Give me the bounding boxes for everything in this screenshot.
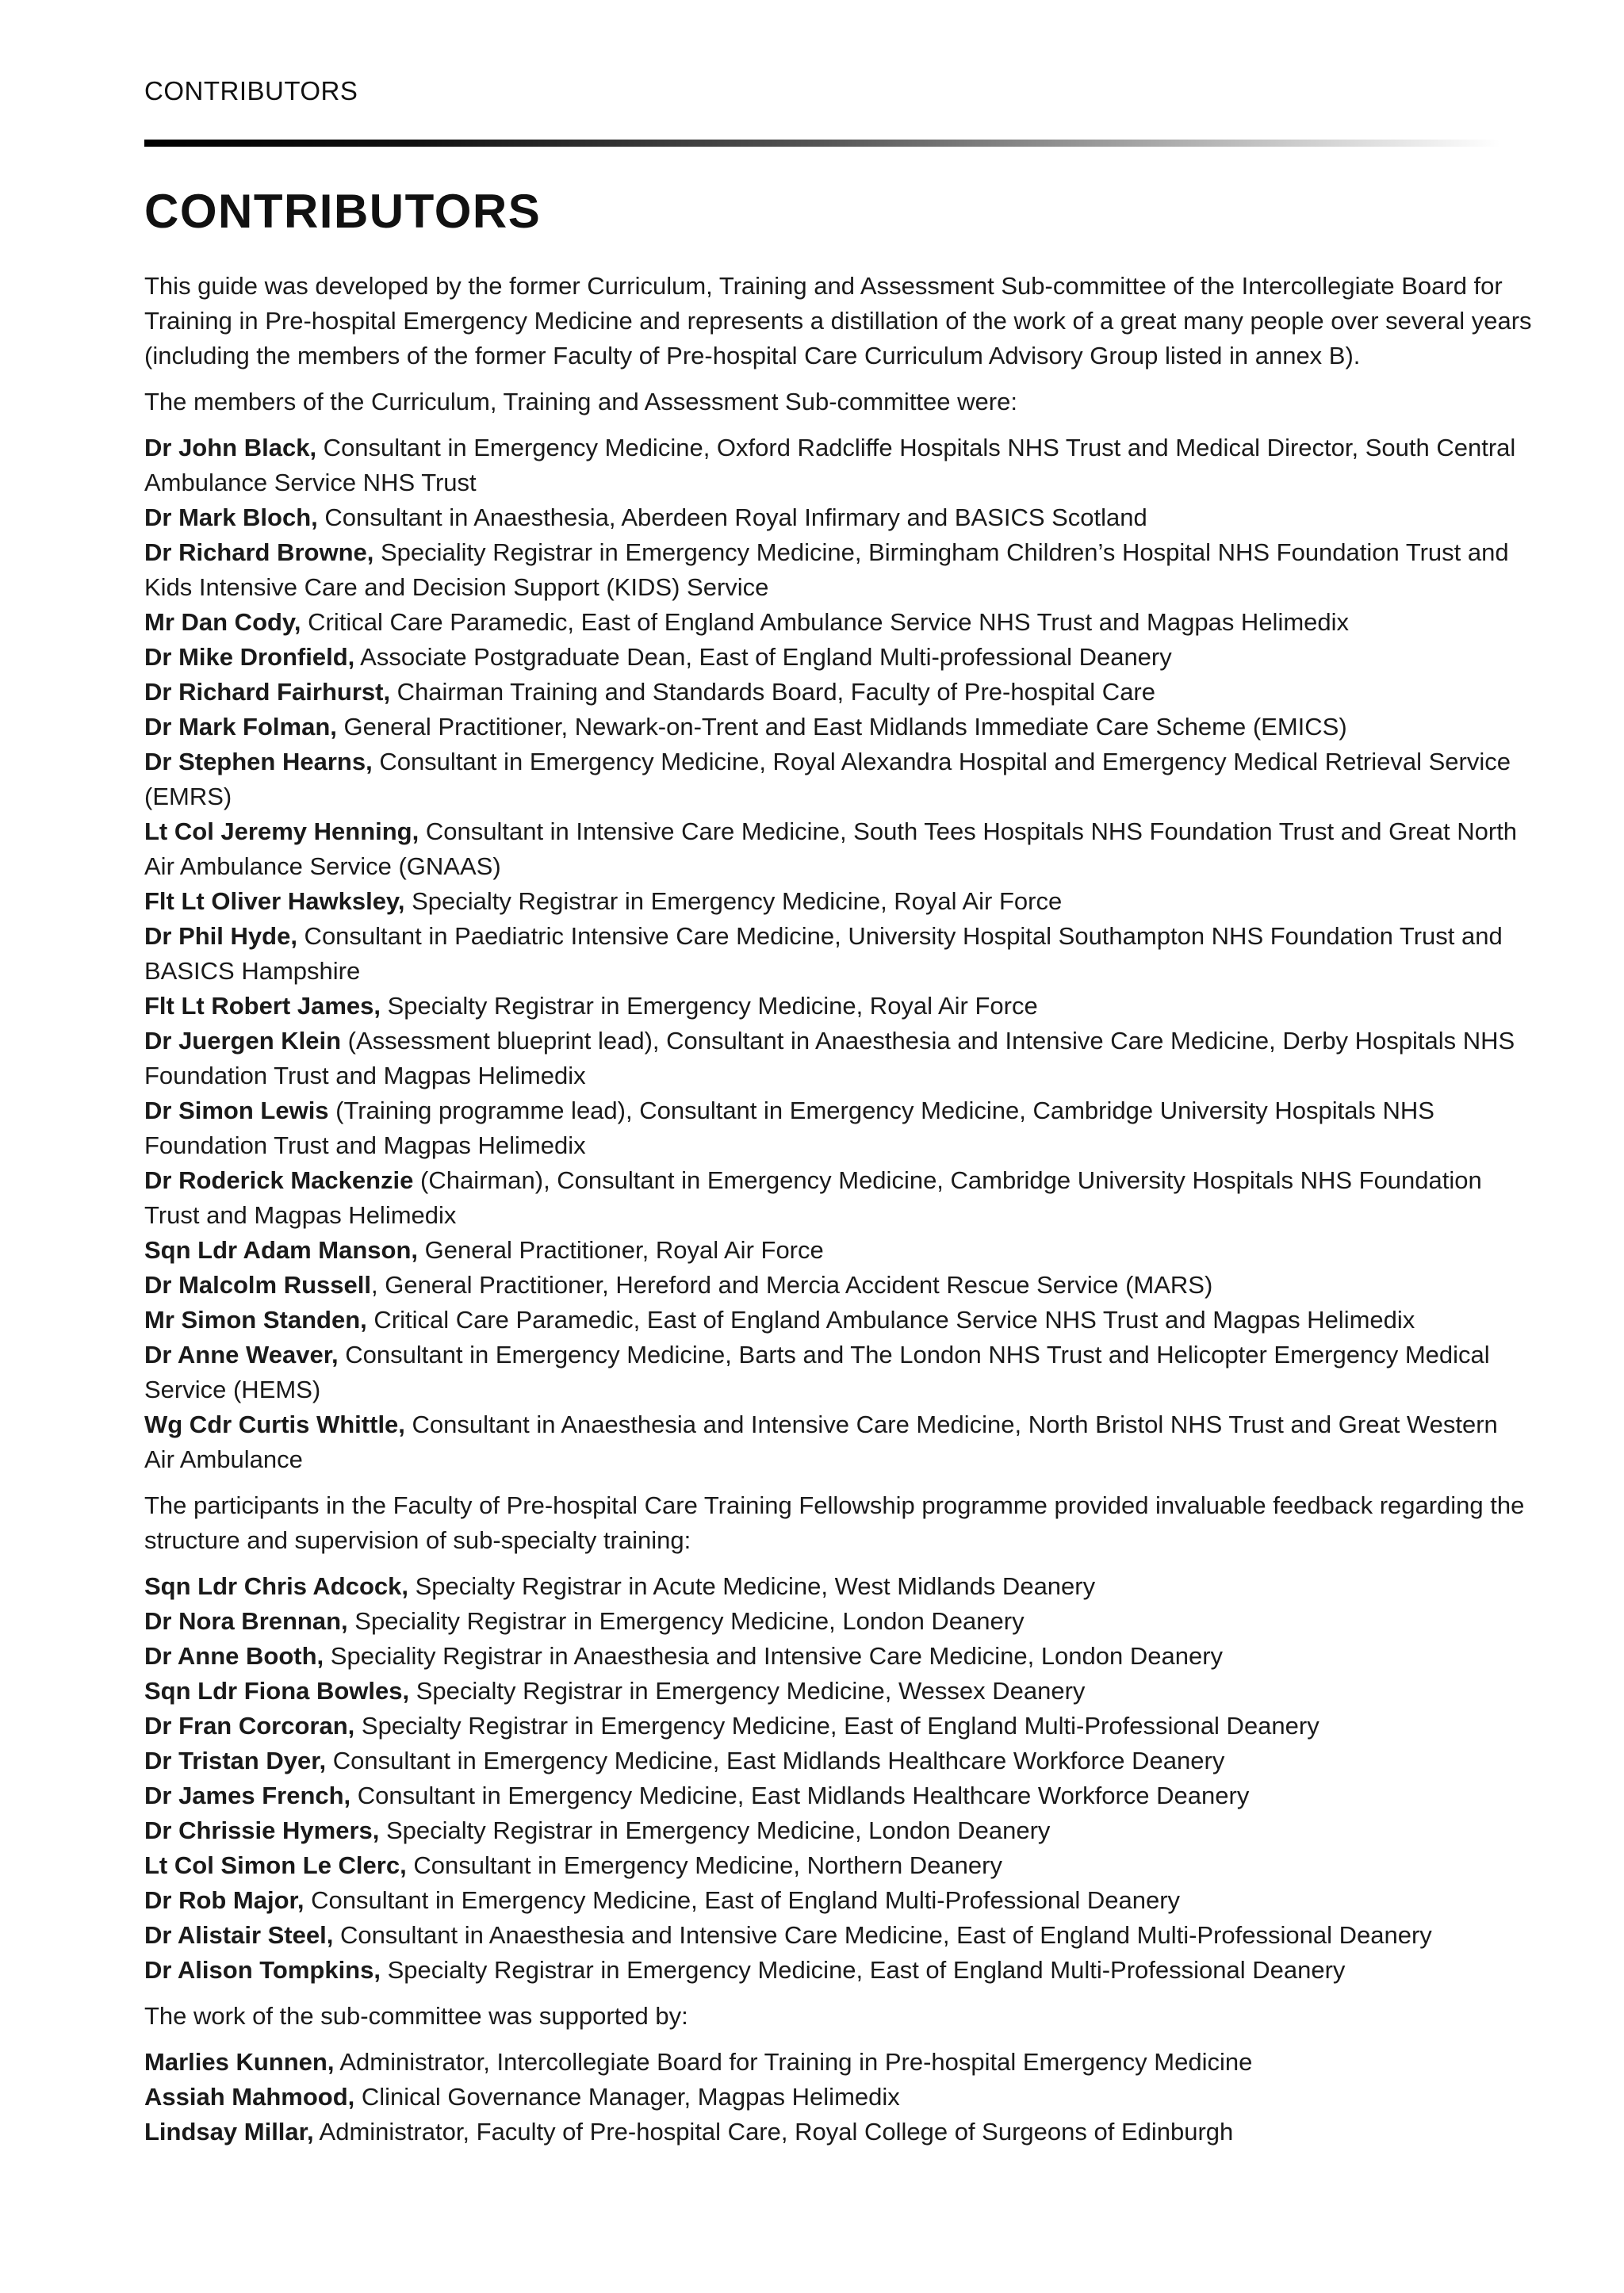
contributor-name: Dr John Black, (144, 434, 317, 461)
contributor-role: (Chairman), Consultant in Emergency Medicine, Cambridge University Hospitals NHS Foundation Trust and Magpas Helimedix (144, 1166, 1482, 1229)
contributor-entry (144, 1268, 1532, 1303)
contributor-role: Consultant in Anaesthesia and Intensive Care Medicine, North Bristol NHS Trust and Great Western Air Ambulance (144, 1411, 1498, 1473)
contributor-role: Clinical Governance Manager, Magpas Helimedix (354, 2083, 900, 2111)
contributor-entry (144, 1024, 1532, 1093)
contributor-role: Consultant in Paediatric Intensive Care Medicine, University Hospital Southampton NHS Foundation Trust and BASICS Hampshire (144, 922, 1503, 985)
contributor-name: Dr Alison Tompkins, (144, 1956, 381, 1984)
contributor-entry (144, 1569, 1532, 1604)
contributor-role: Speciality Registrar in Emergency Medicine, London Deanery (347, 1607, 1025, 1635)
contributor-name: Wg Cdr Curtis Whittle, (144, 1411, 405, 1438)
contributor-name: Dr Fran Corcoran, (144, 1712, 355, 1740)
contributor-name: Dr James French, (144, 1782, 351, 1809)
contributor-name: Sqn Ldr Fiona Bowles, (144, 1677, 410, 1705)
contributor-role: Specialty Registrar in Emergency Medicine, Royal Air Force (381, 992, 1038, 1020)
fellowship-list (144, 1569, 1532, 1988)
contributor-name: Lt Col Jeremy Henning, (144, 817, 419, 845)
contributor-name: Dr Richard Fairhurst, (144, 678, 391, 706)
contributor-role: Speciality Registrar in Anaesthesia and Intensive Care Medicine, London Deanery (324, 1642, 1224, 1670)
contributor-entry (144, 884, 1532, 919)
contributor-entry (144, 710, 1532, 745)
contributor-entry (144, 1918, 1532, 1953)
contributor-name: Flt Lt Robert James, (144, 992, 381, 1020)
contributor-role: Chairman Training and Standards Board, Faculty of Pre-hospital Care (390, 678, 1155, 706)
contributor-role: Consultant in Intensive Care Medicine, South Tees Hospitals NHS Foundation Trust and Great North Air Ambulance Service (GNAAS) (144, 817, 1518, 880)
contributor-entry (144, 500, 1532, 535)
contributor-role: Consultant in Emergency Medicine, East Midlands Healthcare Workforce Deanery (350, 1782, 1250, 1809)
contributor-name: Sqn Ldr Chris Adcock, (144, 1572, 409, 1600)
contributor-entry (144, 605, 1532, 640)
contributor-name: Assiah Mahmood, (144, 2083, 355, 2111)
support-heading: The work of the sub-committee was supported by: (144, 2002, 688, 2030)
contributor-role: , General Practitioner, Hereford and Mercia Accident Rescue Service (MARS) (370, 1271, 1213, 1299)
contributor-name: Mr Simon Standen, (144, 1306, 367, 1334)
intro-paragraph: This guide was developed by the former Curriculum, Training and Assessment Sub-committee of the Intercollegiate Board for Training in Pre-hospital Emergency Medicine and represents a distillation of the work of a great many people over several years (including the members of the former Faculty of Pre-hospital Care Curriculum Advisory Group listed in annex B). (144, 272, 1532, 369)
contributor-name: Dr Juergen Klein (144, 1027, 342, 1055)
contributor-entry (144, 1744, 1532, 1778)
contributor-role: Consultant in Emergency Medicine, Barts and The London NHS Trust and Helicopter Emergency Medical Service (HEMS) (144, 1341, 1490, 1403)
contributor-name: Marlies Kunnen, (144, 2048, 335, 2076)
contributor-role: Consultant in Anaesthesia and Intensive Care Medicine, East of England Multi-Professional Deanery (333, 1921, 1432, 1949)
contributor-name: Flt Lt Oliver Hawksley, (144, 887, 405, 915)
header-rule (144, 140, 1500, 147)
contributor-name: Dr Mark Folman, (144, 713, 337, 741)
contributor-name: Dr Phil Hyde, (144, 922, 297, 950)
contributor-entry (144, 1407, 1532, 1477)
support-list (144, 2045, 1532, 2149)
contributor-role: Specialty Registrar in Emergency Medicine, London Deanery (379, 1816, 1051, 1844)
contributor-name: Dr Mark Bloch, (144, 503, 318, 531)
contributor-role: Consultant in Emergency Medicine, Oxford Radcliffe Hospitals NHS Trust and Medical Director, South Central Ambulance Service NHS Trust (144, 434, 1516, 496)
contributor-role: Consultant in Emergency Medicine, East Midlands Healthcare Workforce Deanery (326, 1747, 1225, 1774)
contributor-role: Specialty Registrar in Emergency Medicine, East of England Multi-Professional Deanery (380, 1956, 1346, 1984)
contributor-entry (144, 814, 1532, 884)
contributor-entry (144, 675, 1532, 710)
contributor-role: Critical Care Paramedic, East of England Ambulance Service NHS Trust and Magpas Helimedix (301, 608, 1350, 636)
committee-heading: The members of the Curriculum, Training and Assessment Sub-committee were: (144, 388, 1017, 415)
contributor-entry (144, 535, 1532, 605)
contributor-name: Dr Richard Browne, (144, 538, 374, 566)
contributor-name: Dr Anne Booth, (144, 1642, 324, 1670)
contributor-name: Lt Col Simon Le Clerc, (144, 1851, 407, 1879)
contributor-role: Consultant in Anaesthesia, Aberdeen Royal Infirmary and BASICS Scotland (317, 503, 1147, 531)
contributor-name: Dr Anne Weaver, (144, 1341, 339, 1369)
contributor-name: Dr Mike Dronfield, (144, 643, 355, 671)
contributor-entry (144, 1639, 1532, 1674)
contributor-entry (144, 1674, 1532, 1709)
contributor-name: Dr Roderick Mackenzie (144, 1166, 414, 1194)
contributor-entry (144, 431, 1532, 500)
contributor-entry (144, 1233, 1532, 1268)
contributor-name: Dr Malcolm Russell (144, 1271, 371, 1299)
contributor-entry (144, 1604, 1532, 1639)
contributor-name: Dr Chrissie Hymers, (144, 1816, 380, 1844)
contributor-role: (Assessment blueprint lead), Consultant in Anaesthesia and Intensive Care Medicine, Derby Hospitals NHS Foundation Trust and Magpas Helimedix (144, 1027, 1515, 1089)
contributor-entry (144, 1778, 1532, 1813)
contributor-role: Administrator, Faculty of Pre-hospital Care, Royal College of Surgeons of Edinburgh (313, 2118, 1234, 2146)
contributor-role: Administrator, Intercollegiate Board for Training in Pre-hospital Emergency Medicine (334, 2048, 1253, 2076)
contributor-role: Specialty Registrar in Emergency Medicine, East of England Multi-Professional Deanery (354, 1712, 1320, 1740)
fellowship-heading: The participants in the Faculty of Pre-hospital Care Training Fellowship programme provided invaluable feedback regarding the structure and supervision of sub-specialty training: (144, 1491, 1525, 1554)
contributor-role: Speciality Registrar in Emergency Medicine, Birmingham Children’s Hospital NHS Foundation Trust and Kids Intensive Care and Decision Support (KIDS) Service (144, 538, 1509, 601)
contributor-entry (144, 745, 1532, 814)
running-header: CONTRIBUTORS (144, 76, 358, 105)
document-body (144, 184, 1532, 2161)
contributor-role: General Practitioner, Royal Air Force (418, 1236, 824, 1264)
contributor-name: Dr Alistair Steel, (144, 1921, 334, 1949)
contributor-entry (144, 2045, 1532, 2080)
contributor-entry (144, 2080, 1532, 2115)
contributor-entry (144, 1338, 1532, 1407)
contributor-name: Dr Simon Lewis (144, 1097, 329, 1124)
contributor-name: Dr Nora Brennan, (144, 1607, 348, 1635)
contributor-entry (144, 1883, 1532, 1918)
contributor-entry (144, 1163, 1532, 1233)
contributor-role: Consultant in Emergency Medicine, Northern Deanery (406, 1851, 1002, 1879)
contributor-name: Lindsay Millar, (144, 2118, 314, 2146)
contributor-role: Critical Care Paramedic, East of England Ambulance Service NHS Trust and Magpas Helimedix (366, 1306, 1415, 1334)
contributor-name: Sqn Ldr Adam Manson, (144, 1236, 419, 1264)
contributor-name: Dr Rob Major, (144, 1886, 304, 1914)
contributor-role: General Practitioner, Newark-on-Trent and East Midlands Immediate Care Scheme (EMICS) (336, 713, 1347, 741)
contributor-entry (144, 1813, 1532, 1848)
contributor-role: Associate Postgraduate Dean, East of England Multi-professional Deanery (354, 643, 1172, 671)
contributor-entry (144, 2115, 1532, 2149)
committee-list (144, 431, 1532, 1477)
contributor-role: (Training programme lead), Consultant in Emergency Medicine, Cambridge University Hospitals NHS Foundation Trust and Magpas Helimedix (144, 1097, 1434, 1159)
contributor-role: Specialty Registrar in Emergency Medicine, Wessex Deanery (409, 1677, 1086, 1705)
contributor-name: Dr Stephen Hearns, (144, 748, 373, 775)
contributor-entry (144, 1848, 1532, 1883)
contributor-role: Consultant in Emergency Medicine, Royal Alexandra Hospital and Emergency Medical Retrieval Service (EMRS) (144, 748, 1511, 810)
contributor-name: Mr Dan Cody, (144, 608, 301, 636)
contributor-role: Specialty Registrar in Acute Medicine, West Midlands Deanery (408, 1572, 1096, 1600)
contributor-entry (144, 1303, 1532, 1338)
contributor-name: Dr Tristan Dyer, (144, 1747, 327, 1774)
contributor-entry (144, 1093, 1532, 1163)
contributor-entry (144, 1709, 1532, 1744)
contributor-role: Consultant in Emergency Medicine, East of England Multi-Professional Deanery (304, 1886, 1181, 1914)
contributor-entry (144, 640, 1532, 675)
contributor-role: Specialty Registrar in Emergency Medicine, Royal Air Force (404, 887, 1063, 915)
page-title: CONTRIBUTORS (144, 185, 542, 238)
contributor-entry (144, 1953, 1532, 1988)
contributor-entry (144, 919, 1532, 989)
contributor-entry (144, 989, 1532, 1024)
